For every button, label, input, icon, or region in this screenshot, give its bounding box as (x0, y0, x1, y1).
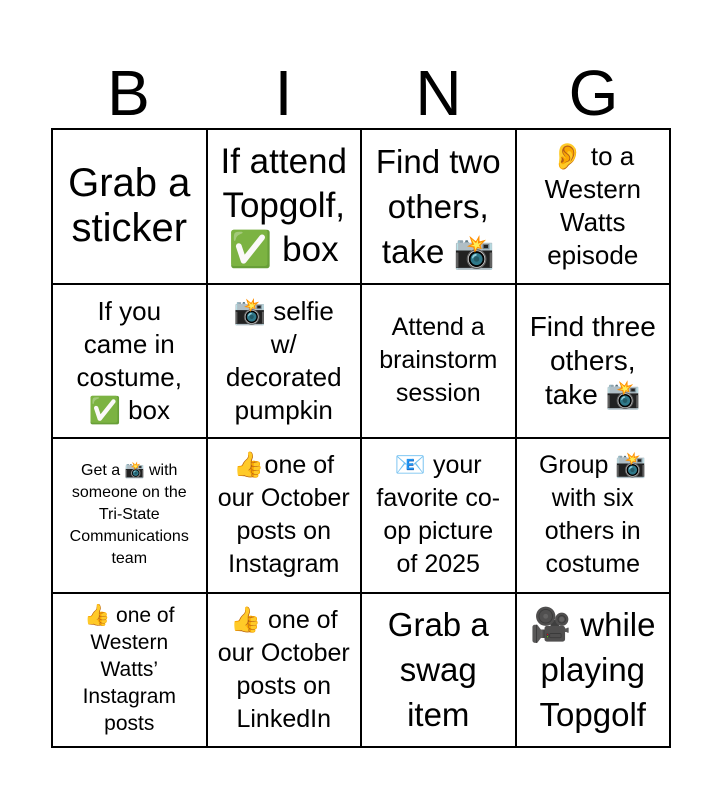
bingo-card-grid (51, 128, 671, 748)
bingo-cell[interactable] (208, 285, 363, 440)
bingo-cell[interactable] (208, 439, 363, 594)
bingo-cell[interactable] (53, 130, 208, 285)
header-letter-i: I (274, 57, 293, 129)
bingo-cell-text: Get a 📸 with someone on the Tri-State Communications team (69, 462, 189, 568)
bingo-cell-text: Grab a swag item (387, 606, 489, 734)
bingo-cell[interactable] (53, 285, 208, 440)
bingo-cell[interactable] (362, 594, 517, 749)
bingo-cell[interactable] (517, 594, 672, 749)
bingo-cell[interactable] (362, 285, 517, 440)
header-letter-n: N (415, 57, 462, 129)
bingo-cell-text: Find three others, take 📸 (529, 310, 656, 410)
bingo-cell[interactable] (517, 130, 672, 285)
bingo-cell[interactable] (362, 439, 517, 594)
bingo-cell[interactable] (208, 594, 363, 749)
bingo-cell-text: 📧 your favorite co- op picture of 2025 (376, 451, 501, 579)
bingo-cell-text: Grab a sticker (68, 161, 191, 251)
bingo-cell-text: 🎥 while playing Topgolf (530, 606, 656, 734)
bingo-cell-text: Group 📸 with six others in costume (538, 451, 647, 579)
bingo-cell-text: 📸 selfie w/ decorated pumpkin (225, 295, 342, 425)
bingo-header (51, 58, 671, 128)
bingo-cell-text: Attend a brainstorm session (379, 313, 498, 408)
bingo-cell[interactable] (208, 130, 363, 285)
bingo-cell-text: 👍 one of Western Watts’ Instagram posts (82, 604, 176, 736)
bingo-cell-text: 👂 to a Western Watts episode (544, 141, 641, 271)
bingo-cell[interactable] (53, 594, 208, 749)
bingo-cell[interactable] (517, 285, 672, 440)
bingo-cell-text: 👍 one of our October posts on LinkedIn (217, 605, 350, 733)
bingo-cell-text: If you came in costume, ✅ box (76, 295, 182, 425)
bingo-cell[interactable] (517, 439, 672, 594)
header-letter-g: G (568, 57, 619, 129)
bingo-cell-text: If attend Topgolf, ✅ box (220, 142, 347, 270)
bingo-cell[interactable] (362, 130, 517, 285)
bingo-cell-text: 👍one of our October posts on Instagram (217, 451, 350, 579)
bingo-cell[interactable] (53, 439, 208, 594)
bingo-cell-text: Find two others, take 📸 (375, 142, 501, 270)
header-letter-b: B (107, 57, 150, 129)
